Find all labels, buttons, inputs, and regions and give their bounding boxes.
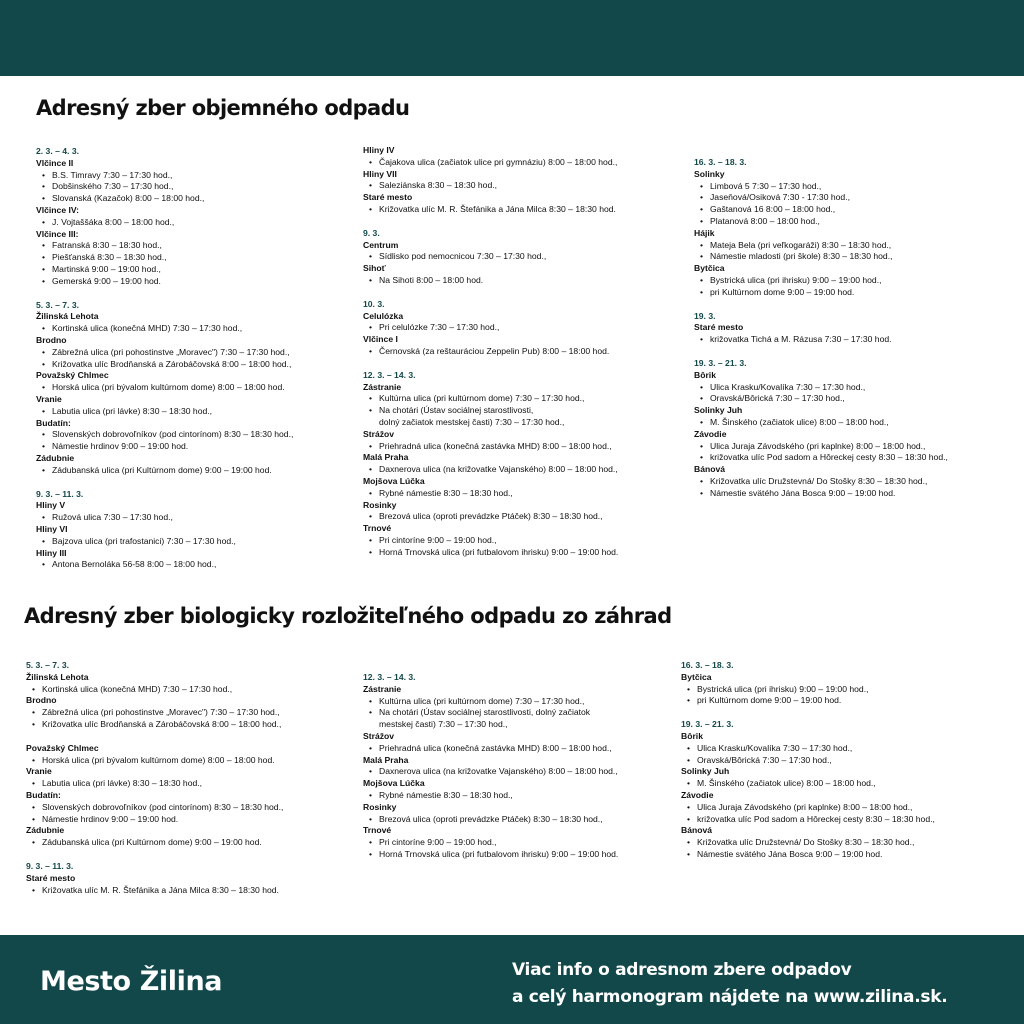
area-name: Hliny III xyxy=(36,547,67,558)
location-item: • Križovatka ulíc Družstevná/ Do Stošky 8:30 – 18:30 hod., xyxy=(694,476,948,488)
location-list xyxy=(363,790,618,802)
location-item: • J. Vojtaššáka 8:00 – 18:00 hod., xyxy=(36,217,293,229)
location-item: • Fatranská 8:30 – 18:30 hod., xyxy=(36,240,293,252)
date-heading: 2. 3. – 4. 3. xyxy=(36,146,79,156)
location-item: • Rybné námestie 8:30 – 18:30 hod., xyxy=(363,488,618,500)
location-list xyxy=(36,382,293,394)
location-item: • Námestie svätého Jána Bosca 9:00 – 19:00 hod. xyxy=(694,488,948,500)
location-item: • Platanová 8:00 – 18:00 hod., xyxy=(694,216,948,228)
area-name: Malá Praha xyxy=(363,754,409,765)
location-item: • Martinská 9:00 – 19:00 hod., xyxy=(36,264,293,276)
location-list xyxy=(363,157,618,169)
date-block xyxy=(694,157,948,299)
date-block xyxy=(363,370,618,559)
location-list xyxy=(681,684,935,708)
area-name: Žilinská Lehota xyxy=(26,671,89,682)
location-item: • pri Kultúrnom dome 9:00 – 19:00 hod. xyxy=(694,287,948,299)
date-block xyxy=(36,146,293,288)
area-name: Mojšova Lúčka xyxy=(363,778,425,789)
date-block xyxy=(363,299,618,358)
location-list xyxy=(363,743,618,755)
area-name: Strážov xyxy=(363,428,395,439)
area-name: Vlčince IV: xyxy=(36,204,79,215)
area-name: Bánová xyxy=(681,825,713,836)
location-item: • Brezová ulica (oproti prevádzke Ptáček) 8:30 – 18:30 hod., xyxy=(363,814,618,826)
area-name: Brodno xyxy=(36,334,67,345)
area-name: Považský Chlmec xyxy=(36,370,109,381)
location-item: • Pri celulózke 7:30 – 17:30 hod., xyxy=(363,322,618,334)
area-name: Zádubnie xyxy=(26,825,65,836)
location-list xyxy=(26,755,283,767)
location-item: • Černovská (za reštauráciou Zeppelin Pub) 8:00 – 18:00 hod. xyxy=(363,346,618,358)
location-item: • Dobšinského 7:30 – 17:30 hod., xyxy=(36,181,293,193)
location-list xyxy=(681,743,935,767)
garden-waste-column-1 xyxy=(26,660,283,908)
location-item: • Saleziánska 8:30 – 18:30 hod., xyxy=(363,180,618,192)
location-item: • Oravská/Bôrická 7:30 – 17:30 hod., xyxy=(694,393,948,405)
area-name: Sihoť xyxy=(363,263,386,274)
location-item: • M. Šinského (začiatok ulice) 8:00 – 18:00 hod., xyxy=(681,778,935,790)
location-item: • Horná Trnovská ulica (pri futbalovom ihrisku) 9:00 – 19:00 hod. xyxy=(363,849,618,861)
area-name: Bôrik xyxy=(681,730,703,741)
location-list xyxy=(694,181,948,228)
location-item: • Antona Bernoláka 56-58 8:00 – 18:00 hod., xyxy=(36,559,293,571)
location-item: • Ulica Krasku/Kovalíka 7:30 – 17:30 hod., xyxy=(681,743,935,755)
location-item: • Pri cintoríne 9:00 – 19:00 hod., xyxy=(363,837,618,849)
location-item: • Na Sihoti 8:00 – 18:00 hod. xyxy=(363,275,618,287)
location-list xyxy=(694,441,948,465)
area-name: Solinky Juh xyxy=(694,405,743,416)
location-list xyxy=(36,536,293,548)
date-heading: 5. 3. – 7. 3. xyxy=(26,660,69,670)
location-item: • Slovenských dobrovoľníkov (pod cintorínom) 8:30 – 18:30 hod., xyxy=(26,802,283,814)
location-list xyxy=(363,251,618,263)
location-list xyxy=(363,535,618,559)
location-item: • Oravská/Bôrická 7:30 – 17:30 hod., xyxy=(681,755,935,767)
area-name: Zádubnie xyxy=(36,452,75,463)
date-heading: 16. 3. – 18. 3. xyxy=(681,660,734,670)
location-item: • Na chotári (Ústav sociálnej starostlivosti, dolný začiatok mestskej časti) 7:30 – 17:30 hod., xyxy=(363,707,618,731)
area-name: Celulózka xyxy=(363,310,404,321)
location-list xyxy=(694,275,948,299)
location-item: • Bajzova ulica (pri trafostanici) 7:30 – 17:30 hod., xyxy=(36,536,293,548)
location-item: • Čajakova ulica (začiatok ulice pri gymnáziu) 8:00 – 18:00 hod., xyxy=(363,157,618,169)
location-list xyxy=(681,778,935,790)
date-block xyxy=(363,228,618,287)
footer-info xyxy=(512,957,947,1011)
area-name: Vlčince I xyxy=(363,334,398,345)
location-item: • Kortinská ulica (konečná MHD) 7:30 – 17:30 hod., xyxy=(26,684,283,696)
area-name: Bánová xyxy=(694,464,726,475)
location-list xyxy=(694,240,948,264)
section-title-bulky-waste: Adresný zber objemného odpadu xyxy=(36,96,410,120)
location-item: • Gemerská 9:00 – 19:00 hod. xyxy=(36,276,293,288)
location-list xyxy=(681,802,935,826)
location-item: • Križovatka ulíc M. R. Štefánika a Jána Milca 8:30 – 18:30 hod. xyxy=(363,204,618,216)
location-list xyxy=(26,885,283,897)
area-name: Zástranie xyxy=(363,381,402,392)
area-name: Závodie xyxy=(681,789,714,800)
date-block xyxy=(681,719,935,861)
area-name: Hliny VII xyxy=(363,168,397,179)
location-item: • Na chotári (Ústav sociálnej starostlivosti, dolný začiatok mestskej časti) 7:30 – 17:30 hod., xyxy=(363,405,618,429)
location-item: • Námestie mladosti (pri škole) 8:30 – 18:30 hod., xyxy=(694,251,948,263)
area-name: Brodno xyxy=(26,695,57,706)
location-item: • Labutia ulica (pri lávke) 8:30 – 18:30 hod., xyxy=(36,406,293,418)
location-item: • Brezová ulica (oproti prevádzke Ptáček) 8:30 – 18:30 hod., xyxy=(363,511,618,523)
footer-info-line-1: Viac info o adresnom zbere odpadov xyxy=(512,960,852,980)
location-list xyxy=(36,217,293,229)
date-heading: 9. 3. – 11. 3. xyxy=(36,488,84,499)
location-list xyxy=(363,837,618,861)
location-list xyxy=(363,322,618,334)
location-item: • Pri cintoríne 9:00 – 19:00 hod., xyxy=(363,535,618,547)
location-item: • Zábrežná ulica (pri pohostinstve „Moravec") 7:30 – 17:30 hod., xyxy=(26,707,283,719)
location-item: • Zádubanská ulica (pri Kultúrnom dome) 9:00 – 19:00 hod. xyxy=(26,837,283,849)
location-list xyxy=(363,464,618,476)
location-item: • Ružová ulica 7:30 – 17:30 hod., xyxy=(36,512,293,524)
location-list xyxy=(694,417,948,429)
location-list xyxy=(363,346,618,358)
location-item: • Námestie svätého Jána Bosca 9:00 – 19:00 hod. xyxy=(681,849,935,861)
location-item: • Horná Trnovská ulica (pri futbalovom ihrisku) 9:00 – 19:00 hod. xyxy=(363,547,618,559)
area-name: Vranie xyxy=(26,766,52,777)
date-heading: 5. 3. – 7. 3. xyxy=(36,299,79,310)
location-list xyxy=(26,778,283,790)
area-name: Staré mesto xyxy=(26,872,76,883)
area-name: Trnové xyxy=(363,523,392,534)
area-name: Staré mesto xyxy=(363,192,413,203)
location-item: • M. Šinského (začiatok ulice) 8:00 – 18:00 hod., xyxy=(694,417,948,429)
date-block xyxy=(26,861,283,896)
mesto-zilina-logo: Mesto Žilina xyxy=(40,966,223,997)
location-item: • Križovatka ulíc M. R. Štefánika a Jána Milca 8:30 – 18:30 hod. xyxy=(26,885,283,897)
location-item: • Zádubanská ulica (pri Kultúrnom dome) 9:00 – 19:00 hod. xyxy=(36,465,293,477)
date-heading: 9. 3. xyxy=(363,227,380,238)
location-list xyxy=(36,170,293,205)
location-list xyxy=(36,240,293,287)
location-list xyxy=(694,382,948,406)
footer-info-line-2: a celý harmonogram nájdete na www.zilina.sk. xyxy=(512,987,948,1007)
area-name: Bytčica xyxy=(694,263,725,274)
location-item: • Labutia ulica (pri lávke) 8:30 – 18:30 hod., xyxy=(26,778,283,790)
date-heading: 19. 3. – 21. 3. xyxy=(694,357,747,368)
bulky-waste-column-3 xyxy=(694,157,948,512)
location-item: • Námestie hrdinov 9:00 – 19:00 hod. xyxy=(26,814,283,826)
location-list xyxy=(363,204,618,216)
date-heading: 19. 3. xyxy=(694,310,716,321)
location-list xyxy=(36,406,293,418)
area-name: Solinky Juh xyxy=(681,766,730,777)
area-name: Vlčince III: xyxy=(36,228,79,239)
location-item: • Námestie hrdinov 9:00 – 19:00 hod. xyxy=(36,441,293,453)
area-name: Hliny V xyxy=(36,500,66,511)
location-list xyxy=(363,488,618,500)
garden-waste-column-3 xyxy=(681,660,935,873)
area-name: Rosinky xyxy=(363,801,397,812)
location-item: • Ulica Juraja Závodského (pri kaplnke) 8:00 – 18:00 hod., xyxy=(681,802,935,814)
area-name: Centrum xyxy=(363,239,399,250)
area-name: Hájik xyxy=(694,227,715,238)
location-list xyxy=(363,441,618,453)
location-item: • Kortinská ulica (konečná MHD) 7:30 – 17:30 hod., xyxy=(36,323,293,335)
header-band xyxy=(0,0,1024,76)
date-heading: 10. 3. xyxy=(363,298,385,309)
location-item: • Daxnerova ulica (na križovatke Vajanského) 8:00 – 18:00 hod., xyxy=(363,766,618,778)
area-name: Budatín: xyxy=(26,789,61,800)
garden-waste-column-2 xyxy=(363,672,618,873)
location-item: • Križovatka ulíc Brodňanská a Zárobáčovská 8:00 – 18:00 hod., xyxy=(36,359,293,371)
date-block xyxy=(36,489,293,572)
date-block xyxy=(363,672,618,861)
area-name: Solinky xyxy=(694,168,725,179)
date-heading: 12. 3. – 14. 3. xyxy=(363,369,416,380)
location-item: • Zábrežná ulica (pri pohostinstve „Moravec") 7:30 – 17:30 hod., xyxy=(36,347,293,359)
location-list xyxy=(26,837,283,849)
location-list xyxy=(26,802,283,826)
area-name: Bytčica xyxy=(681,671,712,682)
section-title-garden-waste: Adresný zber biologicky rozložiteľného odpadu zo záhrad xyxy=(24,604,672,628)
location-item: • Slovenských dobrovoľníkov (pod cintorínom) 8:30 – 18:30 hod., xyxy=(36,429,293,441)
location-item: • križovatka Tichá a M. Rázusa 7:30 – 17:30 hod. xyxy=(694,334,948,346)
date-block xyxy=(681,660,935,707)
location-list xyxy=(36,429,293,453)
location-list xyxy=(26,707,283,731)
location-item: • Rybné námestie 8:30 – 18:30 hod., xyxy=(363,790,618,802)
location-list xyxy=(363,766,618,778)
location-list xyxy=(36,512,293,524)
area-name: Strážov xyxy=(363,730,395,741)
location-item: • Mateja Bela (pri veľkogaráži) 8:30 – 18:30 hod., xyxy=(694,240,948,252)
area-name: Bôrik xyxy=(694,369,716,380)
location-list xyxy=(363,393,618,428)
location-item: • križovatka ulíc Pod sadom a Hôreckej cesty 8:30 – 18:30 hod., xyxy=(681,814,935,826)
location-item: • Križovatka ulíc Brodňanská a Zárobáčovská 8:00 – 18:00 hod., xyxy=(26,719,283,731)
location-item: • Limbová 5 7:30 – 17:30 hod., xyxy=(694,181,948,193)
location-list xyxy=(681,837,935,861)
area-name: Zástranie xyxy=(363,683,402,694)
date-block xyxy=(363,145,618,216)
location-item: • Daxnerova ulica (na križovatke Vajanského) 8:00 – 18:00 hod., xyxy=(363,464,618,476)
location-list xyxy=(694,476,948,500)
location-item: • Priehradná ulica (konečná zastávka MHD) 8:00 – 18:00 hod., xyxy=(363,743,618,755)
area-name: Trnové xyxy=(363,825,392,836)
location-list xyxy=(363,696,618,731)
area-name: Malá Praha xyxy=(363,452,409,463)
date-heading: 12. 3. – 14. 3. xyxy=(363,672,416,682)
location-item: • Kultúrna ulica (pri kultúrnom dome) 7:30 – 17:30 hod., xyxy=(363,393,618,405)
area-name: Staré mesto xyxy=(694,322,744,333)
location-item: • Priehradná ulica (konečná zastávka MHD) 8:00 – 18:00 hod., xyxy=(363,441,618,453)
area-name: Mojšova Lúčka xyxy=(363,475,425,486)
location-item: • križovatka ulíc Pod sadom a Hôreckej cesty 8:30 – 18:30 hod., xyxy=(694,452,948,464)
area-name: Závodie xyxy=(694,428,727,439)
location-item: • Slovanská (Kazačok) 8:00 – 18:00 hod., xyxy=(36,193,293,205)
location-item: • Horská ulica (pri bývalom kultúrnom dome) 8:00 – 18:00 hod. xyxy=(36,382,293,394)
location-item: • Ulica Krasku/Kovalíka 7:30 – 17:30 hod., xyxy=(694,382,948,394)
location-item: • Bystrická ulica (pri ihrisku) 9:00 – 19:00 hod., xyxy=(681,684,935,696)
location-list xyxy=(363,511,618,523)
date-block xyxy=(26,660,283,731)
location-item: • Ulica Juraja Závodského (pri kaplnke) 8:00 – 18:00 hod., xyxy=(694,441,948,453)
area-name: Rosinky xyxy=(363,499,397,510)
location-item: • Bystrická ulica (pri ihrisku) 9:00 – 19:00 hod., xyxy=(694,275,948,287)
date-block xyxy=(26,743,283,849)
location-item: • Sídlisko pod nemocnicou 7:30 – 17:30 hod., xyxy=(363,251,618,263)
date-heading: 16. 3. – 18. 3. xyxy=(694,157,747,167)
location-list xyxy=(36,465,293,477)
location-list xyxy=(363,275,618,287)
bulky-waste-column-2 xyxy=(363,145,618,571)
area-name: Budatín: xyxy=(36,417,71,428)
area-name: Považský Chlmec xyxy=(26,742,99,753)
date-block xyxy=(694,358,948,500)
area-name: Hliny IV xyxy=(363,145,395,155)
area-name: Vranie xyxy=(36,393,62,404)
location-item: • Jaseňová/Osiková 7:30 - 17:30 hod., xyxy=(694,192,948,204)
location-list xyxy=(363,814,618,826)
area-name: Žilinská Lehota xyxy=(36,311,99,322)
location-item: • Križovatka ulíc Družstevná/ Do Stošky 8:30 – 18:30 hod., xyxy=(681,837,935,849)
location-item: • Piešťanská 8:30 – 18:30 hod., xyxy=(36,252,293,264)
location-list xyxy=(36,323,293,335)
date-heading: 19. 3. – 21. 3. xyxy=(681,719,734,730)
location-list xyxy=(363,180,618,192)
location-list xyxy=(26,684,283,696)
location-item: • Horská ulica (pri bývalom kultúrnom dome) 8:00 – 18:00 hod. xyxy=(26,755,283,767)
location-item: • pri Kultúrnom dome 9:00 – 19:00 hod. xyxy=(681,695,935,707)
location-list xyxy=(36,559,293,571)
location-list xyxy=(36,347,293,371)
location-item: • Kultúrna ulica (pri kultúrnom dome) 7:30 – 17:30 hod., xyxy=(363,696,618,708)
date-block xyxy=(36,300,293,477)
location-item: • Gaštanová 16 8:00 – 18:00 hod., xyxy=(694,204,948,216)
date-block xyxy=(694,311,948,346)
location-list xyxy=(694,334,948,346)
bulky-waste-column-1 xyxy=(36,146,293,583)
date-heading: 9. 3. – 11. 3. xyxy=(26,860,74,871)
area-name: Vlčince II xyxy=(36,157,74,168)
location-item: • B.S. Timravy 7:30 – 17:30 hod., xyxy=(36,170,293,182)
area-name: Hliny VI xyxy=(36,523,68,534)
